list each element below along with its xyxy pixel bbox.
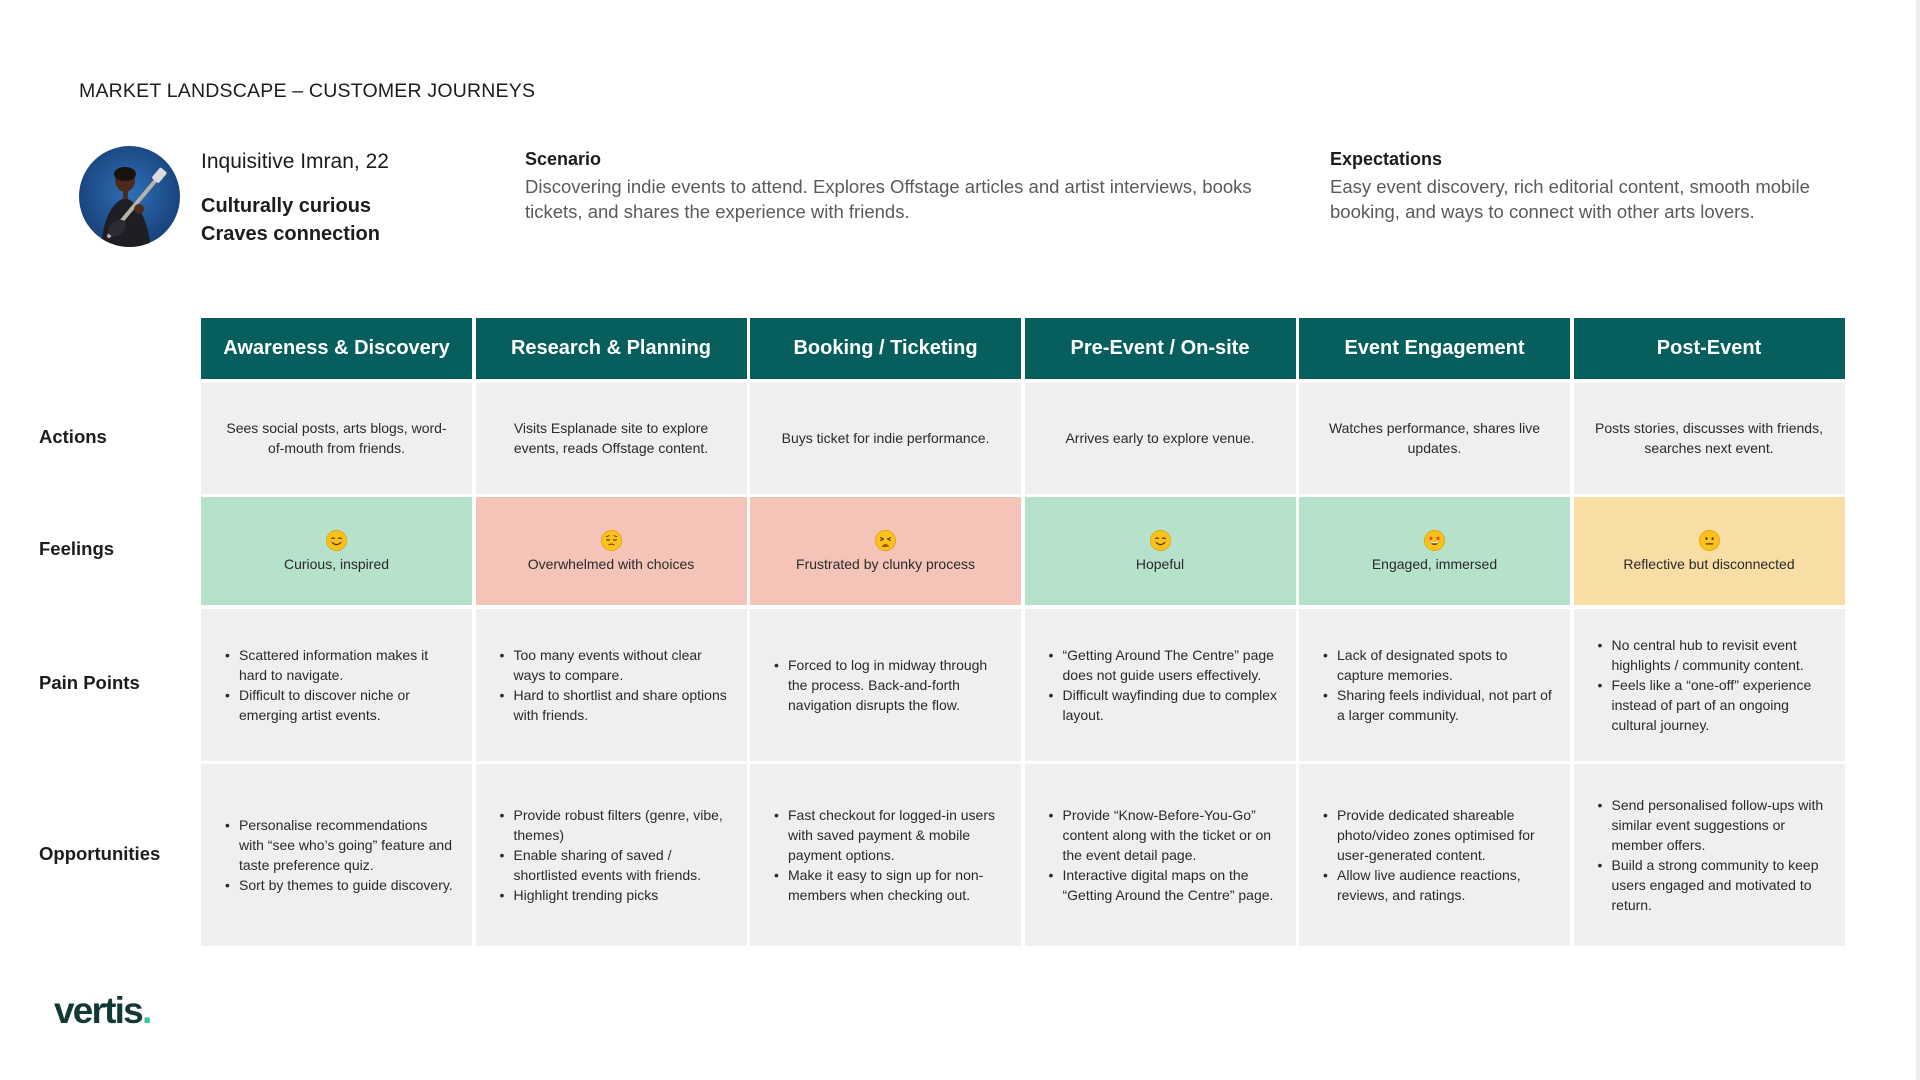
feeling-cell <box>476 497 747 605</box>
feeling-text: Frustrated by clunky process <box>796 555 975 572</box>
page-title: MARKET LANDSCAPE – CUSTOMER JOURNEYS <box>79 80 536 102</box>
bullet-list <box>225 815 454 895</box>
weary-face-icon <box>874 529 897 552</box>
pain-point-cell <box>1299 609 1570 761</box>
pain-point-cell <box>476 609 747 761</box>
neutral-face-icon <box>1698 529 1721 552</box>
list-item: • Sort by themes to guide discovery. <box>225 875 454 895</box>
bullet-list <box>1049 645 1278 725</box>
pain-point-cell <box>1574 609 1845 761</box>
list-item: • Hard to shortlist and share options with friends. <box>500 685 729 725</box>
feeling-cell <box>201 497 472 605</box>
row-label-actions: Actions <box>39 426 107 447</box>
page-edge <box>1916 0 1920 1080</box>
smiling-face-icon <box>325 529 348 552</box>
pensive-face-icon <box>600 529 623 552</box>
bullet-list <box>774 655 1003 715</box>
list-item: • Provide robust filters (genre, vibe, themes) <box>500 805 729 845</box>
list-item: • Highlight trending picks <box>500 885 729 905</box>
action-cell: Sees social posts, arts blogs, word-of-mouth from friends. <box>201 383 472 494</box>
opportunity-cell <box>750 764 1021 946</box>
list-item: • Too many events without clear ways to compare. <box>500 645 729 685</box>
list-item: • Send personalised follow-ups with similar event suggestions or member offers. <box>1598 795 1827 855</box>
list-item: • Fast checkout for logged-in users with saved payment & mobile payment options. <box>774 805 1003 865</box>
list-item: • Provide dedicated shareable photo/video zones optimised for user-generated content. <box>1323 805 1552 865</box>
scenario-text: Discovering indie events to attend. Explores Offstage articles and artist interviews, books tickets, and shares the experience with friends. <box>525 176 1252 222</box>
expectations-heading: Expectations <box>1330 149 1443 169</box>
list-item: • “Getting Around The Centre” page does not guide users effectively. <box>1049 645 1278 685</box>
stage-header: Post-Event <box>1574 318 1845 379</box>
row-label-opportunities: Opportunities <box>39 843 161 864</box>
scenario-heading: Scenario <box>525 149 602 169</box>
pain-point-cell <box>750 609 1021 761</box>
bullet-list <box>1049 805 1278 905</box>
journey-grid <box>201 318 1845 946</box>
list-item: • Personalise recommendations with “see who’s going” feature and taste preference quiz. <box>225 815 454 875</box>
bullet-list <box>1598 635 1827 735</box>
row-label-feelings: Feelings <box>39 538 115 559</box>
action-cell: Watches performance, shares live updates. <box>1299 383 1570 494</box>
bullet-list <box>774 805 1003 905</box>
list-item: • Difficult wayfinding due to complex layout. <box>1049 685 1278 725</box>
feeling-cell <box>1299 497 1570 605</box>
persona-traits <box>201 192 380 248</box>
feeling-text: Hopeful <box>1135 555 1185 572</box>
action-cell: Posts stories, discusses with friends, searches next event. <box>1574 383 1845 494</box>
smiling-face-icon <box>1149 529 1172 552</box>
list-item: • Interactive digital maps on the “Getting Around the Centre” page. <box>1049 865 1278 905</box>
persona-trait: Culturally curious <box>201 195 372 217</box>
expectations-block <box>1330 149 1850 224</box>
opportunity-cell <box>1299 764 1570 946</box>
stage-header: Booking / Ticketing <box>750 318 1021 379</box>
pain-point-cell <box>1025 609 1296 761</box>
feeling-cell <box>1574 497 1845 605</box>
persona-trait: Craves connection <box>201 223 380 245</box>
bullet-list <box>500 645 729 725</box>
stage-header: Awareness & Discovery <box>201 318 472 379</box>
scenario-block <box>525 149 1265 224</box>
feeling-text: Engaged, immersed <box>1371 555 1498 572</box>
bullet-list <box>225 645 454 725</box>
feeling-text: Overwhelmed with choices <box>527 555 695 572</box>
logo-word: vertis <box>54 990 142 1031</box>
feeling-cell <box>1025 497 1296 605</box>
stage-header: Event Engagement <box>1299 318 1570 379</box>
list-item: • Enable sharing of saved / shortlisted events with friends. <box>500 845 729 885</box>
opportunity-cell <box>1025 764 1296 946</box>
action-cell: Visits Esplanade site to explore events, reads Offstage content. <box>476 383 747 494</box>
action-cell: Buys ticket for indie performance. <box>750 383 1021 494</box>
expectations-text: Easy event discovery, rich editorial content, smooth mobile booking, and ways to connect with other arts lovers. <box>1330 176 1810 222</box>
vertis-logo <box>54 990 150 1032</box>
feeling-text: Curious, inspired <box>283 555 390 572</box>
action-cell: Arrives early to explore venue. <box>1025 383 1296 494</box>
persona-avatar <box>79 146 180 247</box>
list-item: • Sharing feels individual, not part of a larger community. <box>1323 685 1552 725</box>
list-item: • Make it easy to sign up for non-members when checking out. <box>774 865 1003 905</box>
opportunity-cell <box>476 764 747 946</box>
bullet-list <box>500 805 729 905</box>
star-struck-face-icon <box>1423 529 1446 552</box>
list-item: • No central hub to revisit event highlights / community content. <box>1598 635 1827 675</box>
pain-point-cell <box>201 609 472 761</box>
list-item: • Lack of designated spots to capture memories. <box>1323 645 1552 685</box>
bullet-list <box>1323 645 1552 725</box>
row-label-pain-points: Pain Points <box>39 672 140 693</box>
list-item: • Feels like a “one-off” experience instead of part of an ongoing cultural journey. <box>1598 675 1827 735</box>
list-item: • Forced to log in midway through the process. Back-and-forth navigation disrupts the flow. <box>774 655 1003 715</box>
opportunity-cell <box>201 764 472 946</box>
list-item: • Provide “Know-Before-You-Go” content along with the ticket or on the event detail page. <box>1049 805 1278 865</box>
list-item: • Difficult to discover niche or emerging artist events. <box>225 685 454 725</box>
feeling-text: Reflective but disconnected <box>1623 555 1795 572</box>
logo-dot: . <box>141 990 151 1031</box>
list-item: • Scattered information makes it hard to navigate. <box>225 645 454 685</box>
stage-header: Pre-Event / On-site <box>1025 318 1296 379</box>
persona-name: Inquisitive Imran, 22 <box>201 150 389 173</box>
feeling-cell <box>750 497 1021 605</box>
list-item: • Allow live audience reactions, reviews, and ratings. <box>1323 865 1552 905</box>
bullet-list <box>1323 805 1552 905</box>
bullet-list <box>1598 795 1827 915</box>
stage-header: Research & Planning <box>476 318 747 379</box>
list-item: • Build a strong community to keep users engaged and motivated to return. <box>1598 855 1827 915</box>
opportunity-cell <box>1574 764 1845 946</box>
